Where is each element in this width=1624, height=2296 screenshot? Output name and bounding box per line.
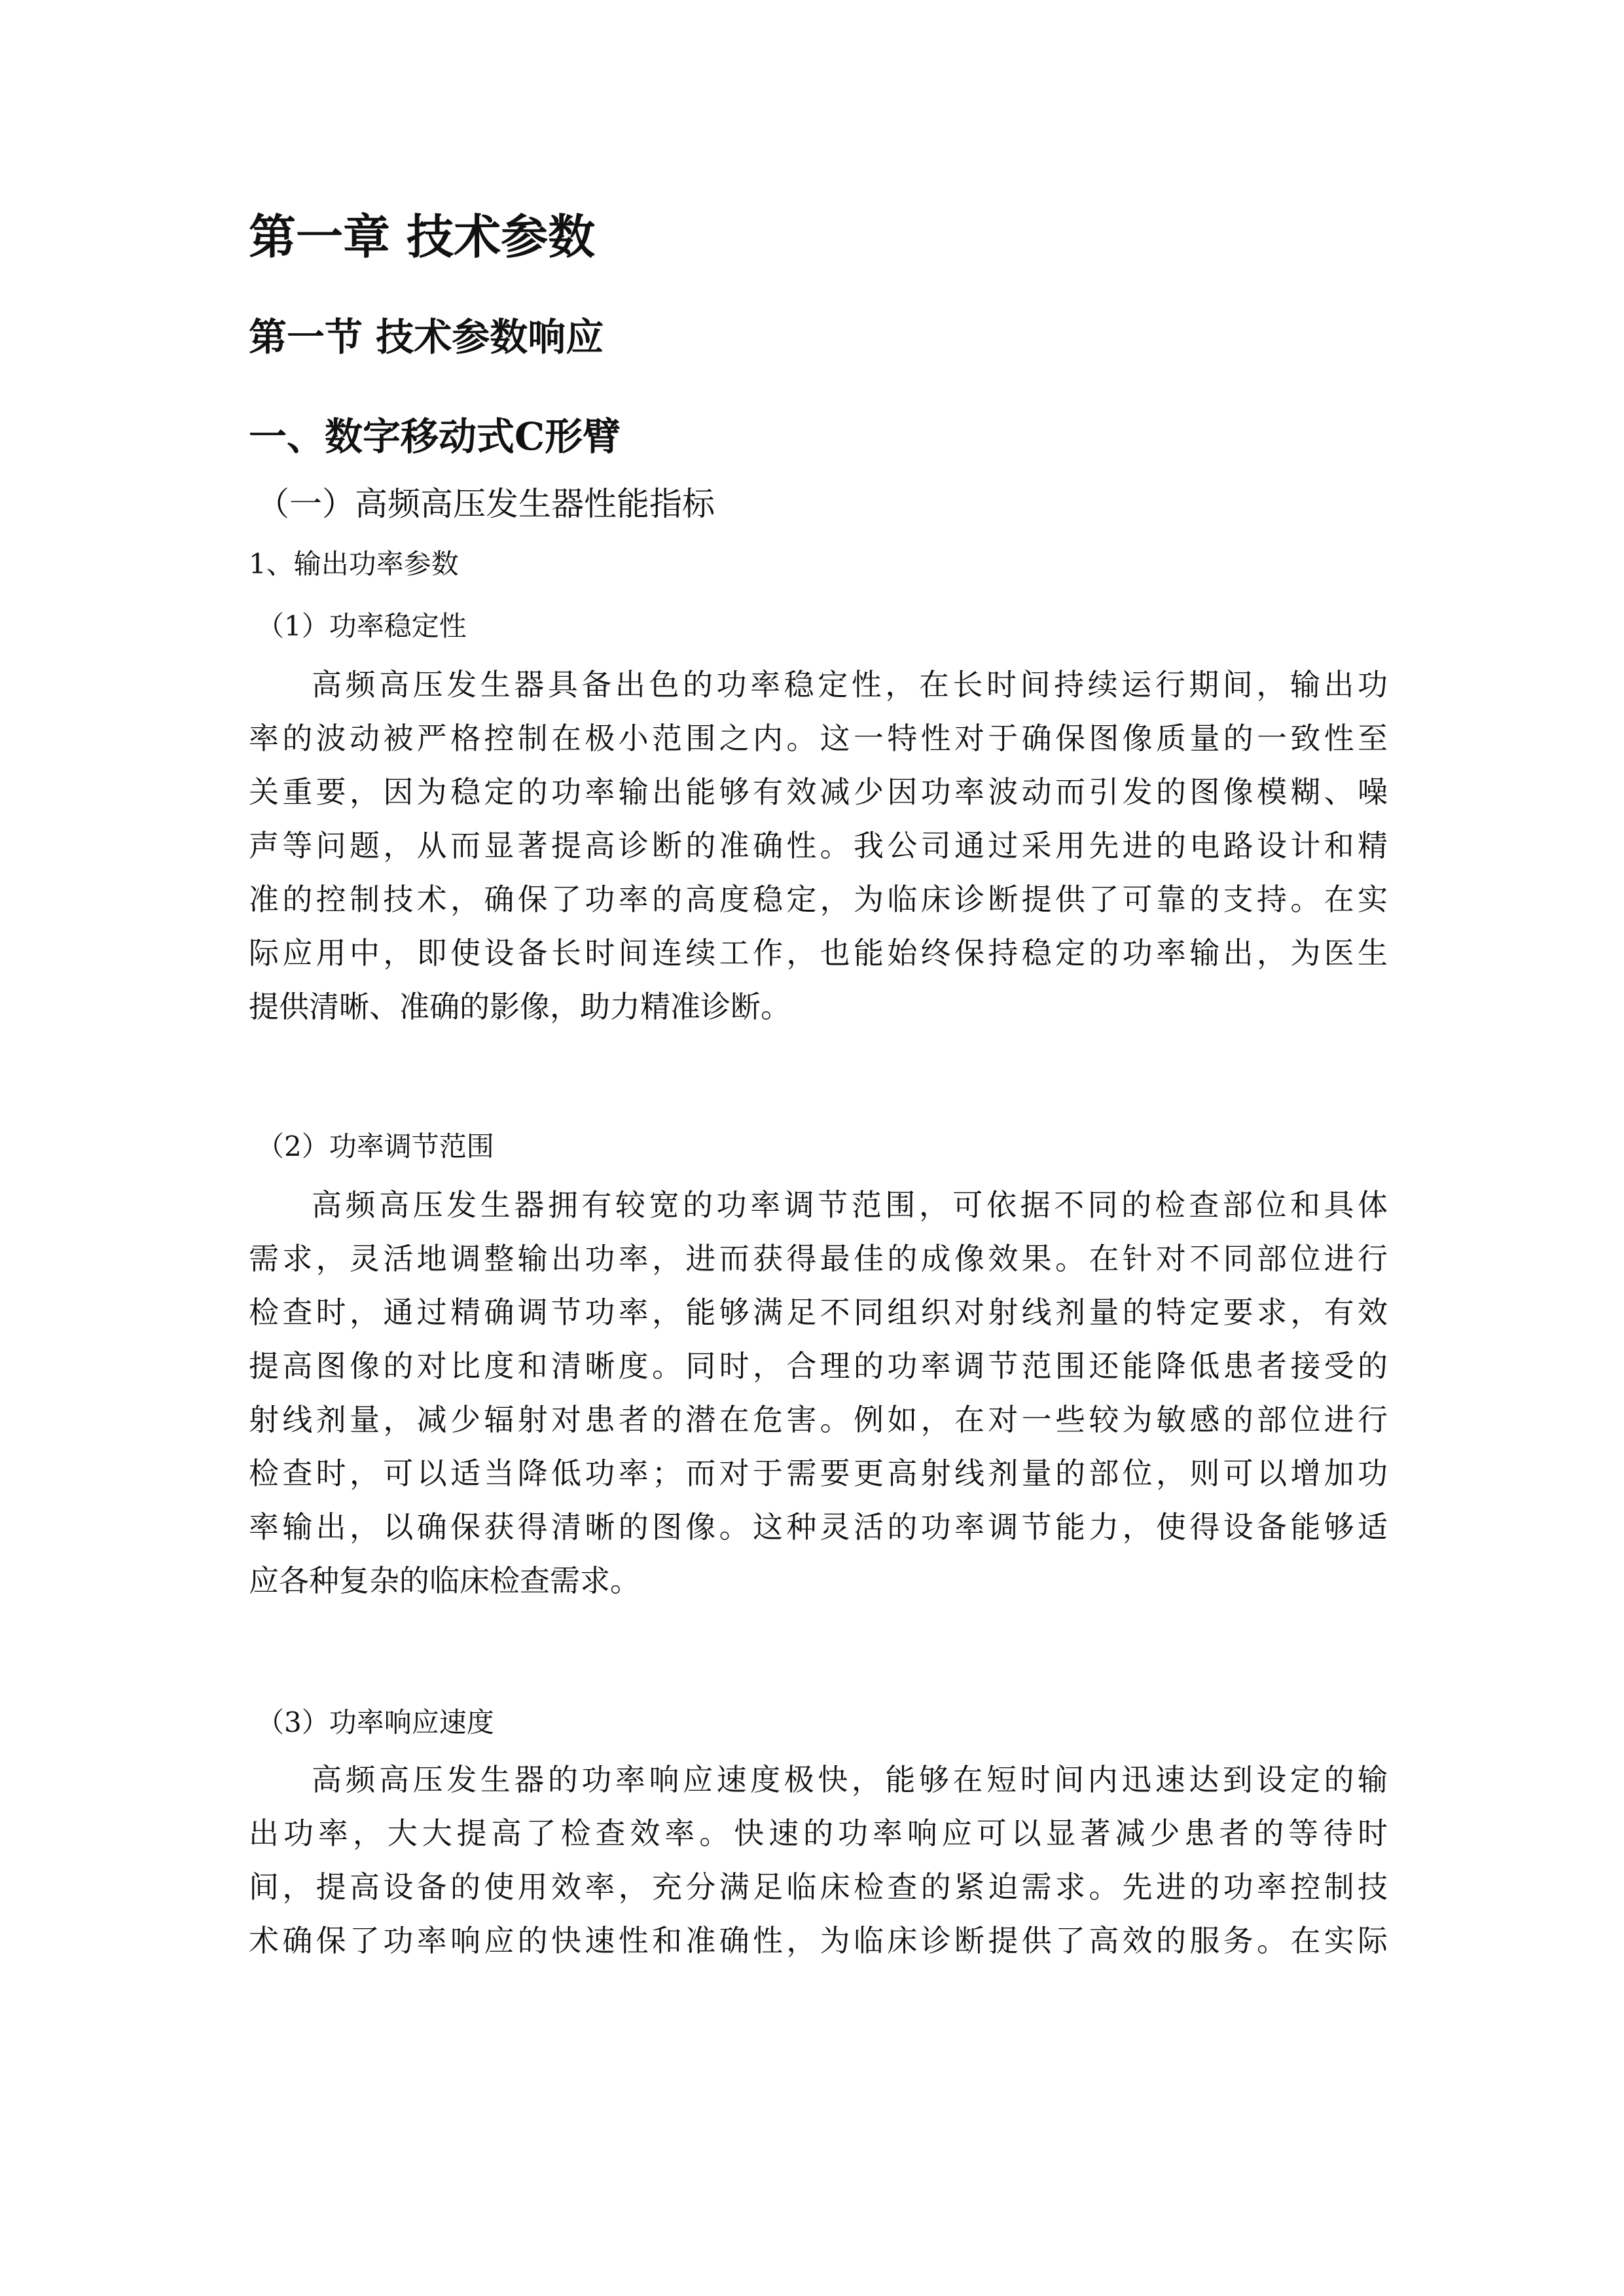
part-1-paragraph (249, 658, 1388, 1033)
paragraph-line: 高频高压发生器具备出色的功率稳定性，在长时间持续运行期间，输出功 (312, 667, 1388, 702)
paragraph-line: 关重要，因为稳定的功率输出能够有效减少因功率波动而引发的图像模糊、噪 (249, 774, 1388, 810)
paragraph-line: 检查时，可以适当降低功率；而对于需要更高射线剂量的部位，则可以增加功 (249, 1456, 1388, 1491)
part-2-heading: （2）功率调节范围 (257, 1130, 494, 1162)
paragraph-line: 率的波动被严格控制在极小范围之内。这一特性对于确保图像质量的一致性至 (249, 721, 1388, 756)
subsection-title: 一、数字移动式C形臂 (249, 414, 621, 459)
paragraph-line: 射线剂量，减少辐射对患者的潜在危害。例如，在对一些较为敏感的部位进行 (249, 1402, 1388, 1437)
paragraph-line: 际应用中，即使设备长时间连续工作，也能始终保持稳定的功率输出，为医生 (249, 935, 1388, 971)
paragraph-line: 率输出，以确保获得清晰的图像。这种灵活的功率调节能力，使得设备能够适 (249, 1509, 1388, 1545)
paragraph-line: 检查时，通过精确调节功率，能够满足不同组织对射线剂量的特定要求，有效 (249, 1295, 1388, 1330)
section-title: 第一节 技术参数响应 (249, 315, 604, 359)
item-title: 1、输出功率参数 (249, 548, 459, 580)
paragraph-line: 提供清晰、准确的影像，助力精准诊断。 (249, 989, 791, 1024)
paragraph-line: 需求，灵活地调整输出功率，进而获得最佳的成像效果。在针对不同部位进行 (249, 1241, 1388, 1276)
chapter-title: 第一章 技术参数 (249, 209, 596, 264)
part-2-paragraph (249, 1178, 1388, 1607)
part-3-paragraph (249, 1753, 1388, 1967)
part-1-heading: （1）功率稳定性 (257, 610, 467, 642)
paragraph-line: 准的控制技术，确保了功率的高度稳定，为临床诊断提供了可靠的支持。在实 (249, 882, 1388, 917)
paragraph-line: 术确保了功率响应的快速性和准确性，为临床诊断提供了高效的服务。在实际 (249, 1923, 1388, 1958)
paragraph-line: 高频高压发生器的功率响应速度极快，能够在短时间内迅速达到设定的输 (312, 1762, 1388, 1797)
part-3-heading: （3）功率响应速度 (257, 1706, 494, 1738)
paragraph-line: 提高图像的对比度和清晰度。同时，合理的功率调节范围还能降低患者接受的 (249, 1348, 1388, 1384)
paragraph-line: 声等问题，从而显著提高诊断的准确性。我公司通过采用先进的电路设计和精 (249, 828, 1388, 863)
subsubsection-title: （一）高频高压发生器性能指标 (257, 485, 715, 523)
paragraph-line: 出功率，大大提高了检查效率。快速的功率响应可以显著减少患者的等待时 (249, 1816, 1388, 1851)
paragraph-line: 高频高压发生器拥有较宽的功率调节范围，可依据不同的检查部位和具体 (312, 1187, 1388, 1223)
paragraph-line: 间，提高设备的使用效率，充分满足临床检查的紧迫需求。先进的功率控制技 (249, 1869, 1388, 1905)
paragraph-line: 应各种复杂的临床检查需求。 (249, 1563, 640, 1598)
